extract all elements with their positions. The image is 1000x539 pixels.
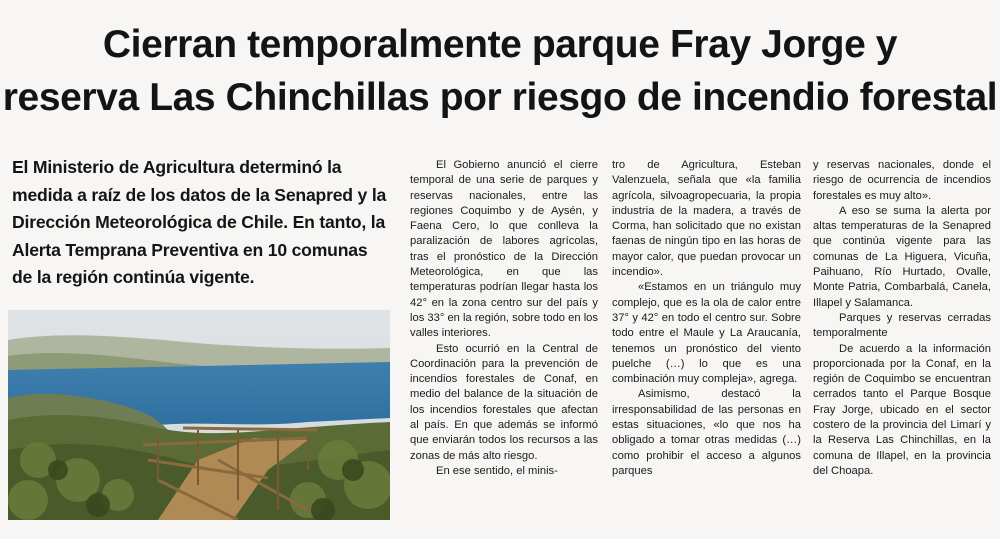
column-3-paragraph-3: De acuerdo a la información proporcionada por la Conaf, en la región de Coquimbo se encuentran cerrados tanto el Parque Bosque Fray Jorge, ubicado en el sector costero de la provincia del Limarí y la Reserva Las Chinchillas, en la comuna de Illapel, en la provincia del Choapa. bbox=[813, 342, 991, 477]
column-3-paragraph-2: A eso se suma la alerta por altas temperaturas de la Senapred que continúa vigente para las comunas de La Higuera, Vicuña, Paihuano, Río Hurtado, Ovalle, Monte Patria, Combarbalá, Canela, Illapel y Salamanca. bbox=[813, 204, 991, 309]
headline-line-1: Cierran temporalmente parque Fray Jorge y bbox=[102, 23, 898, 66]
headline-line-2: reserva Las Chinchillas por riesgo de incendio forestal bbox=[2, 76, 998, 119]
column-3-paragraph-1: y reservas nacionales, donde el riesgo de ocurrencia de incendios forestales es muy alto». bbox=[813, 159, 991, 202]
column-1-paragraph-2: Esto ocurrió en la Central de Coordinación para la prevención de incendios forestales de Conaf, en medio del balance de la situación de los incendios forestales que afectan al país. En que además se informó que enviarán todos los recursos a las zonas de más alto riesgo. bbox=[410, 342, 598, 462]
column-1-paragraph-3: En ese sentido, el minis- bbox=[436, 464, 558, 477]
column-2-paragraph-1: tro de Agricultura, Esteban Valenzuela, señala que «la familia agrícola, silvoagropecuaria, la propia industria de la madera, a través de Corma, han solicitado que no existan faenas de ningún tipo en las horas de mayor calor, que puedan provocar un incendio». bbox=[612, 159, 801, 279]
lead-paragraph: El Ministerio de Agricultura determinó la medida a raíz de los datos de la Senapred y la Dirección Meteorológica de Chile. En tanto, la Alerta Temprana Preventiva en 10 comunas de la región continúa vigente. bbox=[12, 157, 387, 287]
column-2-paragraph-2: «Estamos en un triángulo muy complejo, que es la ola de calor entre 37° y 42° en todo el centro sur. Sobre todo entre el Maule y La Araucanía, tenemos un pronóstico del viento puelche (…) lo que es una combinación muy compleja», agrega. bbox=[612, 281, 801, 386]
column-2-paragraph-3: Asimismo, destacó la irresponsabilidad de las personas en estas situaciones, «lo que nos ha obligado a tomar otras medidas (…) como prohibir el acceso a algunos parques bbox=[612, 388, 801, 477]
column-1-paragraph-1: El Gobierno anunció el cierre temporal de una serie de parques y reservas nacionales, entre las regiones Coquimbo y de Aysén, y Faena Cero, lo que conlleva la paralización de labores agrícolas, tras el pronóstico de la Dirección Meteorológica, en que las temperaturas podrían llegar hasta los 42° en la zona centro sur del país y los 33° en la región, sobre todo en los valles interiores. bbox=[410, 159, 598, 340]
column-3-subheading: Parques y reservas cerradas temporalmente bbox=[813, 311, 991, 340]
article-photo bbox=[8, 310, 390, 520]
article-column-2 bbox=[612, 158, 801, 479]
coastal-landscape-image bbox=[8, 310, 390, 520]
headline bbox=[0, 18, 1000, 124]
article-column-3 bbox=[813, 158, 991, 479]
article-column-1 bbox=[410, 158, 598, 479]
